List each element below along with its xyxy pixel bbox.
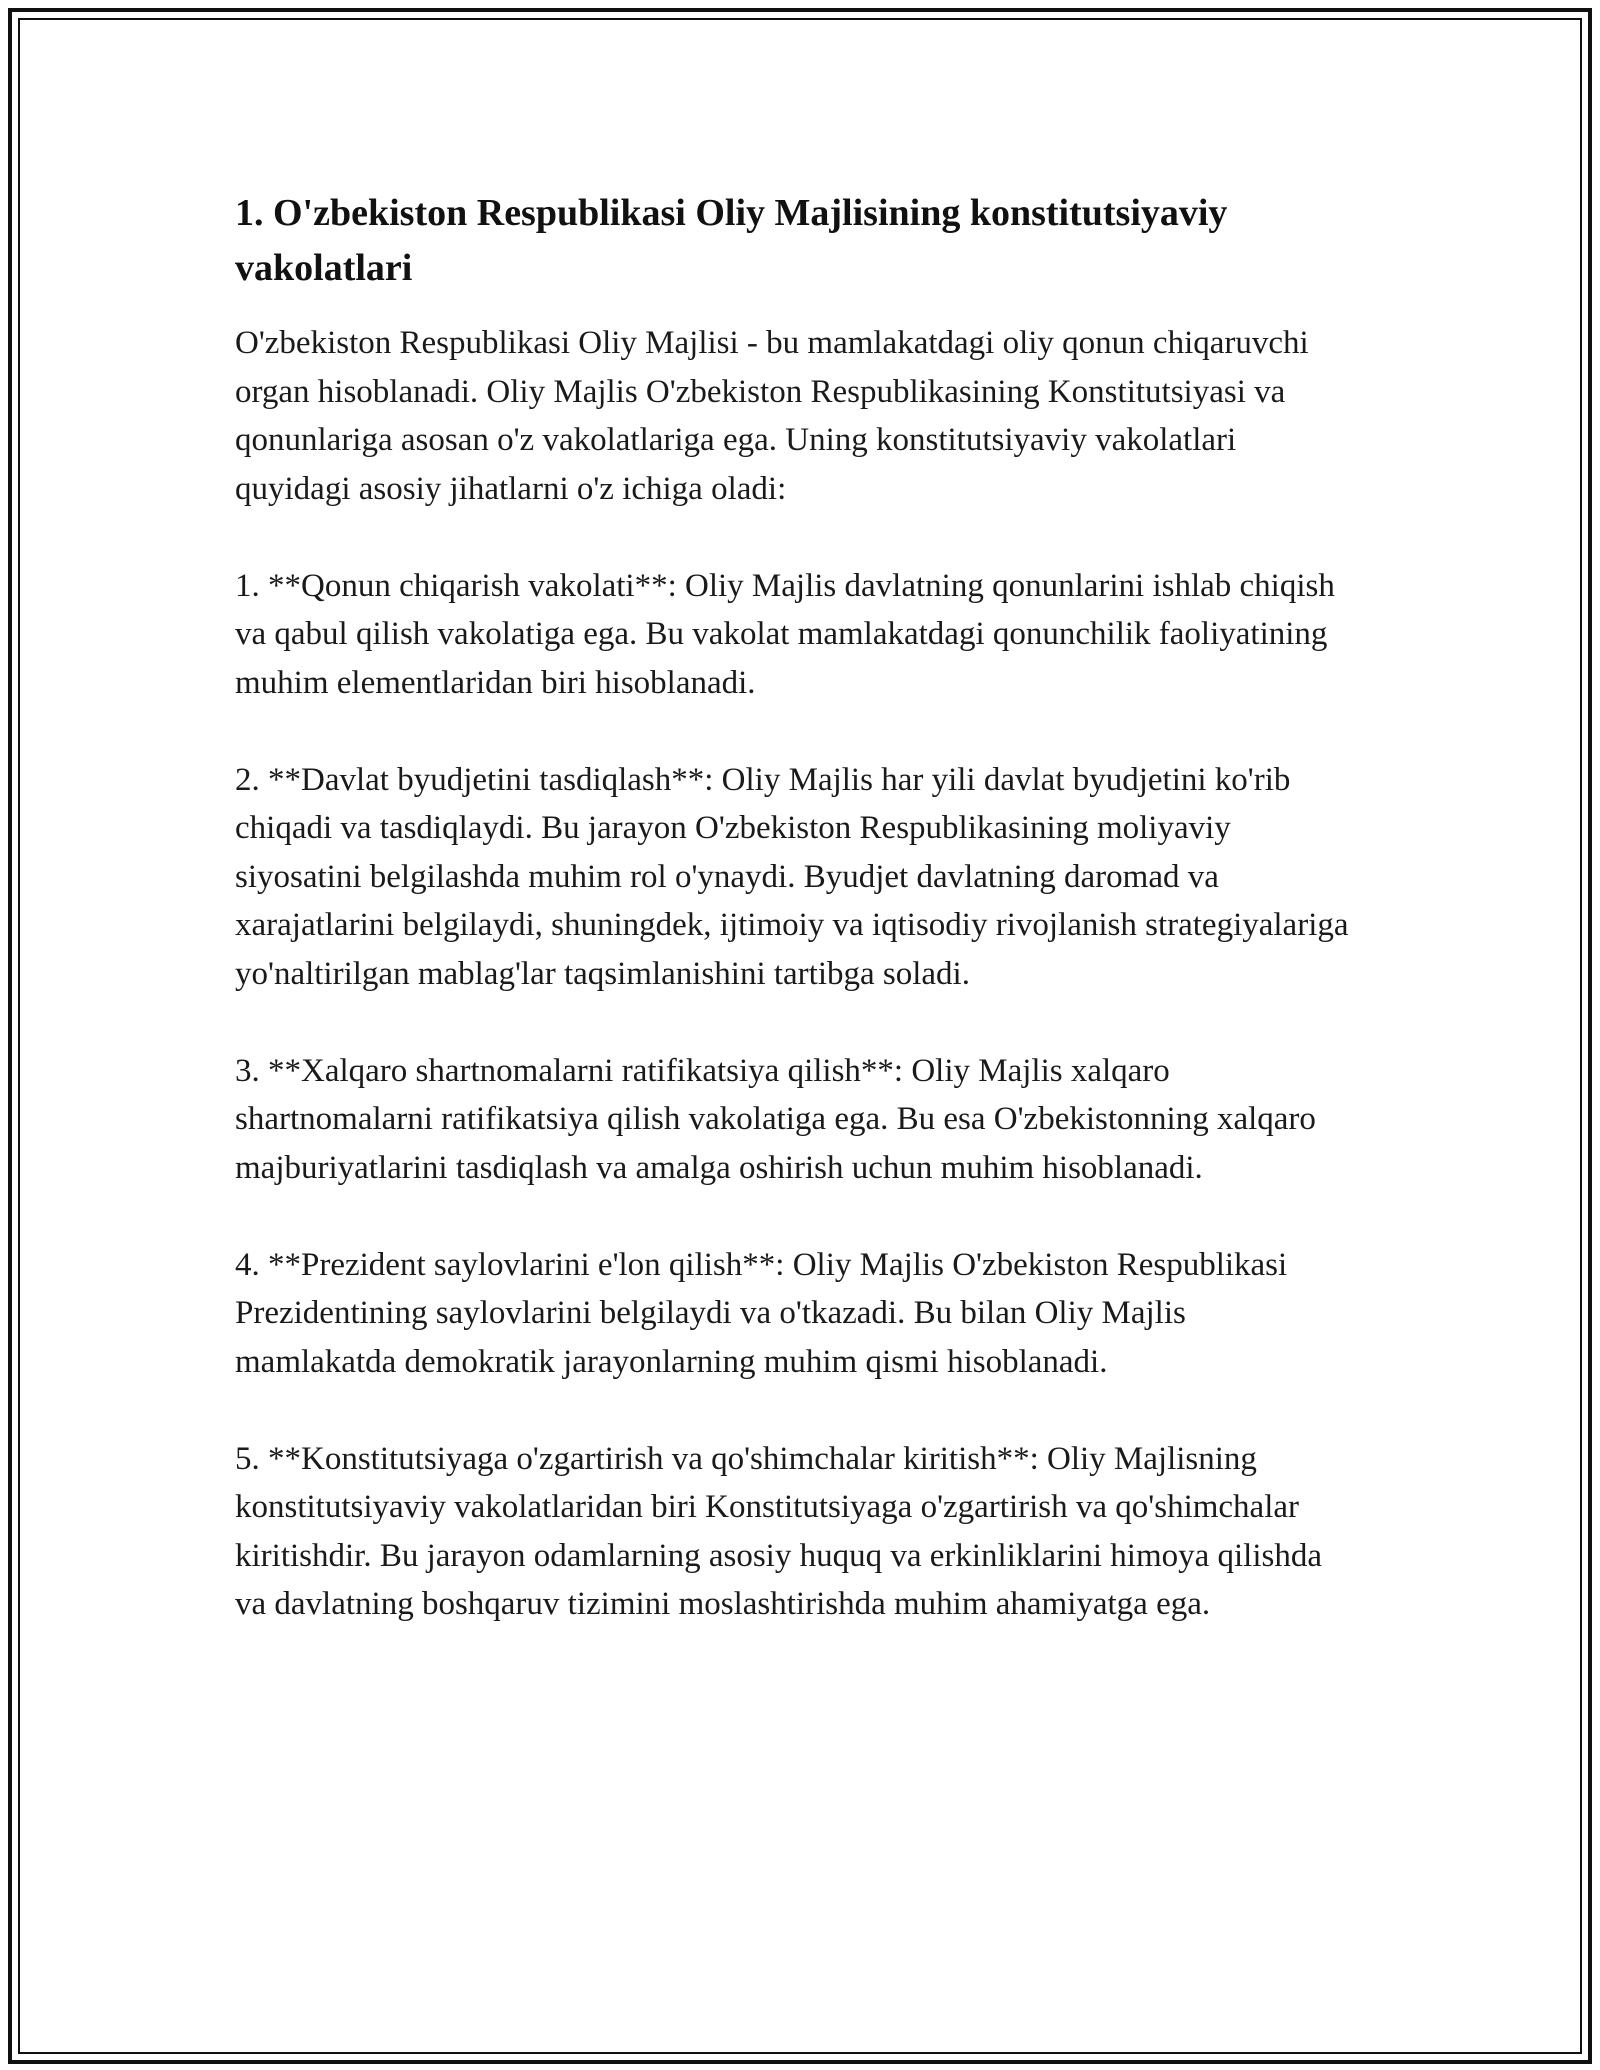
list-item-4: 4. **Prezident saylovlarini e'lon qilish**: Oliy Majlis O'zbekiston Respublikasi Prezidentining saylovlarini belgilaydi va o'tkazadi. Bu bilan Oliy Majlis mamlakatda demokratik jarayonlarning muhim qismi hisoblanadi.: [235, 1246, 1288, 1380]
document-title: 1. O'zbekiston Respublikasi Oliy Majlisining konstitutsiyaviy vakolatlari: [235, 192, 1228, 289]
list-item-5: 5. **Konstitutsiyaga o'zgartirish va qo'shimchalar kiritish**: Oliy Majlisning konstitutsiyaviy vakolatlaridan biri Konstitutsiyaga o'zgartirish va qo'shimchalar kiritishdir. Bu jarayon odamlarning asosiy huquq va erkinliklarini himoya qilishda va davlatning boshqaruv tizimini moslashtirishda muhim ahamiyatga ega.: [235, 1440, 1323, 1622]
list-item-2: 2. **Davlat byudjetini tasdiqlash**: Oliy Majlis har yili davlat byudjetini ko'rib chiqadi va tasdiqlaydi. Bu jarayon O'zbekiston Respublikasining moliyaviy siyosatini belgilashda muhim rol o'ynaydi. Byudjet davlatning daromad va xarajatlarini belgilaydi, shuningdek, ijtimoiy va iqtisodiy rivojlanish strategiyalariga yo'naltirilgan mablag'lar taqsimlanishini tartibga soladi.: [235, 761, 1349, 992]
document-body: [235, 186, 1355, 1677]
list-item-1: 1. **Qonun chiqarish vakolati**: Oliy Majlis davlatning qonunlarini ishlab chiqish va qabul qilish vakolatiga ega. Bu vakolat mamlakatdagi qonunchilik faoliyatining muhim elementlaridan biri hisoblanadi.: [235, 567, 1335, 701]
list-item-3: 3. **Xalqaro shartnomalarni ratifikatsiya qilish**: Oliy Majlis xalqaro shartnomalarni ratifikatsiya qilish vakolatiga ega. Bu esa O'zbekistonning xalqaro majburiyatlarini tasdiqlash va amalga oshirish uchun muhim hisoblanadi.: [235, 1052, 1316, 1186]
intro-paragraph: O'zbekiston Respublikasi Oliy Majlisi - bu mamlakatdagi oliy qonun chiqaruvchi organ hisoblanadi. Oliy Majlis O'zbekiston Respublikasining Konstitutsiyasi va qonunlariga asosan o'z vakolatlariga ega. Uning konstitutsiyaviy vakolatlari quyidagi asosiy jihatlarni o'z ichiga oladi:: [235, 325, 1309, 507]
